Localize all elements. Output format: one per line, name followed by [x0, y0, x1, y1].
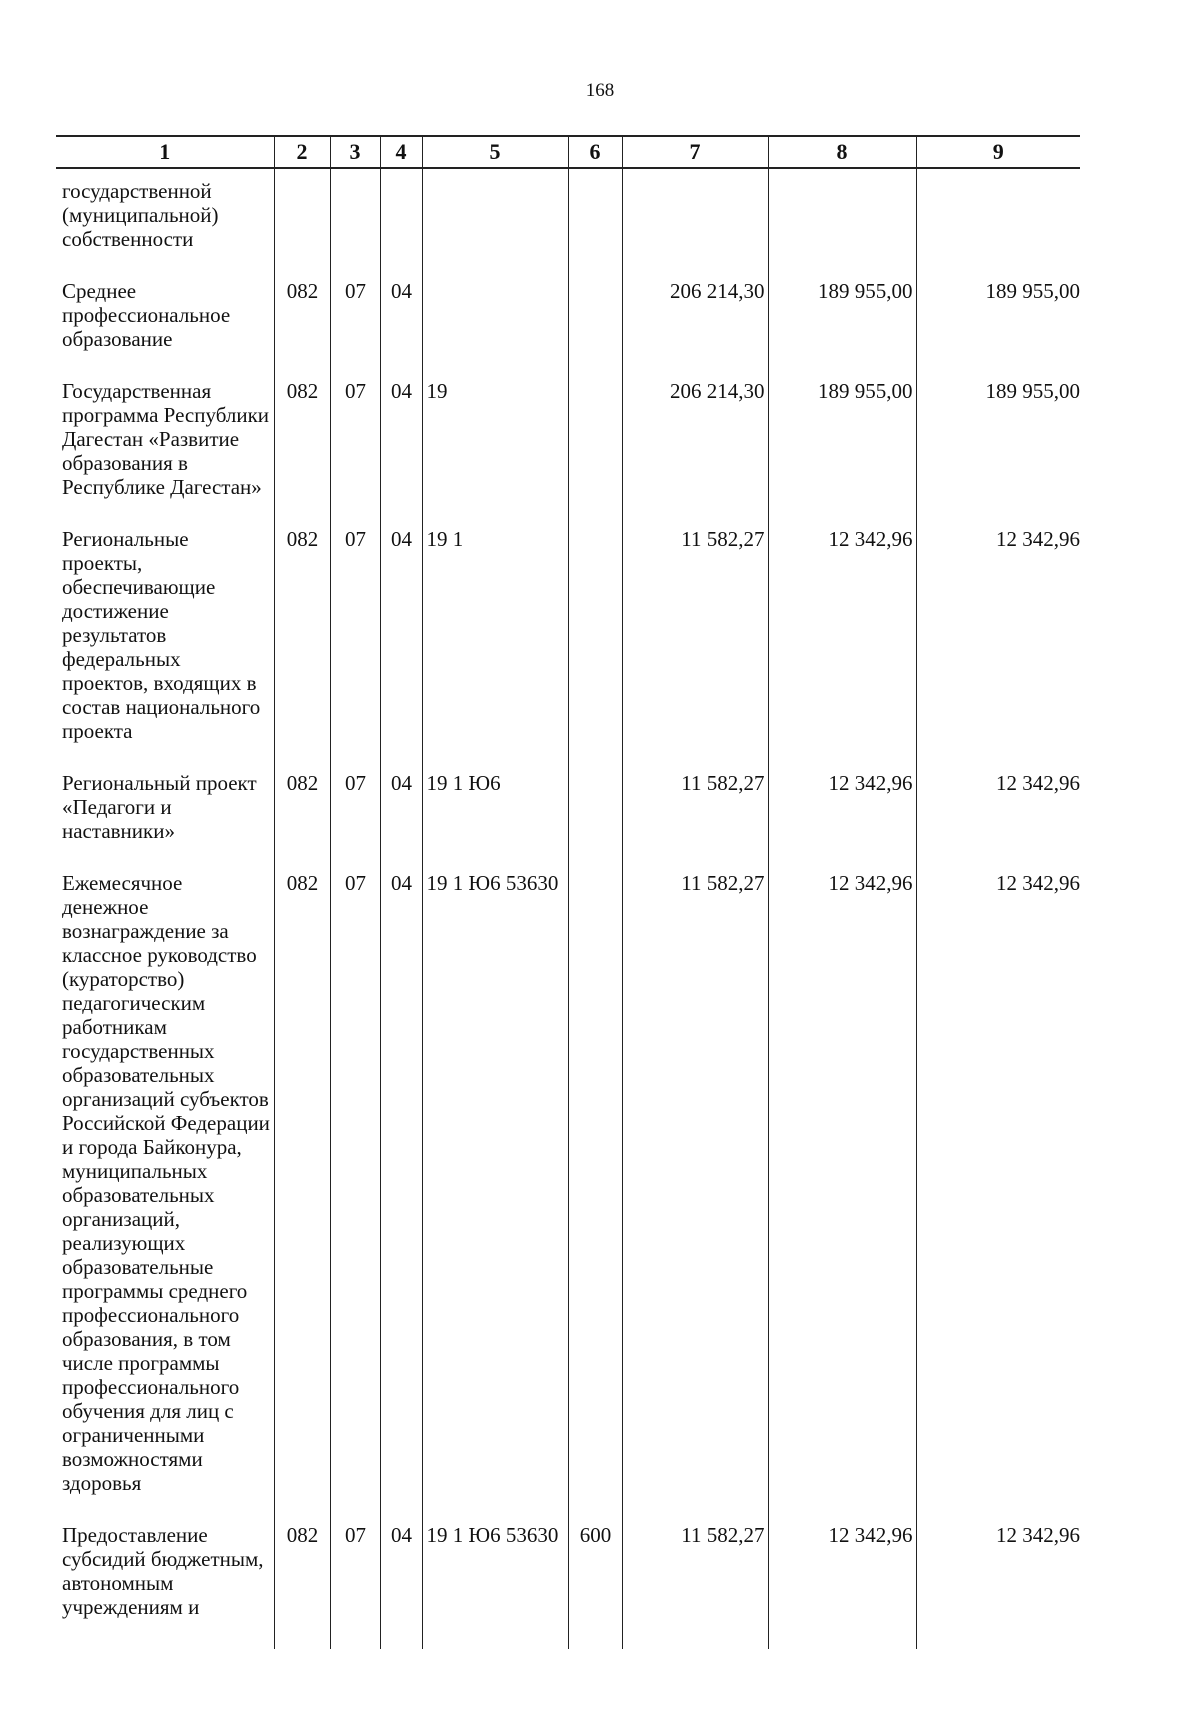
- table-row: [56, 1523, 1080, 1649]
- cell-col-3: 07: [330, 379, 380, 527]
- cell-col-3: 07: [330, 771, 380, 871]
- row-name: Государственная программа Республики Дагестан «Развитие образования в Республике Дагестан»: [62, 379, 270, 499]
- header-col-1: 1: [56, 136, 274, 168]
- cell-col-7: 206 214,30: [622, 379, 768, 527]
- cell-col-5: 19 1 Ю6 53630: [422, 871, 568, 1523]
- cell-col-7: 11 582,27: [622, 771, 768, 871]
- cell-col-8: 189 955,00: [768, 379, 916, 527]
- cell-col-5: [422, 168, 568, 279]
- page-number: 168: [585, 80, 615, 101]
- cell-col-6: [568, 527, 622, 771]
- cell-col-6: [568, 379, 622, 527]
- header-col-9: 9: [916, 136, 1080, 168]
- header-col-8: 8: [768, 136, 916, 168]
- cell-col-8: 12 342,96: [768, 771, 916, 871]
- cell-col-5: [422, 279, 568, 379]
- cell-col-6: [568, 168, 622, 279]
- cell-col-5: 19 1 Ю6: [422, 771, 568, 871]
- cell-col-3: [330, 168, 380, 279]
- cell-col-4: 04: [380, 527, 422, 771]
- cell-col-3: 07: [330, 527, 380, 771]
- cell-col-7: 11 582,27: [622, 1523, 768, 1649]
- header-col-2: 2: [274, 136, 330, 168]
- cell-col-8: 12 342,96: [768, 527, 916, 771]
- cell-col-3: 07: [330, 1523, 380, 1649]
- row-name: Ежемесячное денежное вознаграждение за классное руководство (кураторство) педагогическим работникам государственных образовательных организаций субъектов Российской Федерации и города Байконура, муниципальных образовательных организаций, реализующих образовательные программы среднего профессионального образования, в том числе программы профессионального обучения для лиц с ограниченными возможностями здоровья: [62, 871, 270, 1495]
- cell-col-5: 19: [422, 379, 568, 527]
- cell-col-6: [568, 771, 622, 871]
- cell-col-6: [568, 279, 622, 379]
- cell-col-7: 206 214,30: [622, 279, 768, 379]
- cell-col-9: 189 955,00: [916, 279, 1080, 379]
- cell-col-9: [916, 168, 1080, 279]
- row-name: Среднее профессиональное образование: [62, 279, 231, 351]
- cell-col-2: 082: [274, 379, 330, 527]
- cell-col-5: 19 1: [422, 527, 568, 771]
- cell-col-7: [622, 168, 768, 279]
- table-row: [56, 168, 1080, 279]
- cell-col-8: [768, 168, 916, 279]
- table-row: [56, 527, 1080, 771]
- cell-col-4: 04: [380, 279, 422, 379]
- cell-col-4: 04: [380, 379, 422, 527]
- table-row: [56, 871, 1080, 1523]
- cell-col-8: 12 342,96: [768, 1523, 916, 1649]
- cell-col-6: [568, 871, 622, 1523]
- header-col-3: 3: [330, 136, 380, 168]
- cell-col-9: 12 342,96: [916, 1523, 1080, 1649]
- cell-col-2: 082: [274, 771, 330, 871]
- cell-col-9: 189 955,00: [916, 379, 1080, 527]
- cell-col-9: 12 342,96: [916, 527, 1080, 771]
- header-col-5: 5: [422, 136, 568, 168]
- cell-col-4: [380, 168, 422, 279]
- row-name: Региональный проект «Педагоги и наставники»: [62, 771, 257, 843]
- cell-col-9: 12 342,96: [916, 771, 1080, 871]
- cell-col-3: 07: [330, 871, 380, 1523]
- cell-col-8: 189 955,00: [768, 279, 916, 379]
- cell-col-3: 07: [330, 279, 380, 379]
- budget-table: [56, 135, 1080, 1649]
- table-header: [56, 136, 1080, 168]
- row-name: Предоставление субсидий бюджетным, автономным учреждениям и: [62, 1523, 264, 1619]
- cell-col-4: 04: [380, 1523, 422, 1649]
- cell-col-8: 12 342,96: [768, 871, 916, 1523]
- cell-col-2: [274, 168, 330, 279]
- row-name: государственной (муниципальной) собственности: [62, 179, 219, 251]
- cell-col-6: 600: [568, 1523, 622, 1649]
- cell-col-2: 082: [274, 871, 330, 1523]
- table-row: [56, 771, 1080, 871]
- header-col-7: 7: [622, 136, 768, 168]
- cell-col-9: 12 342,96: [916, 871, 1080, 1523]
- cell-col-4: 04: [380, 771, 422, 871]
- table-row: [56, 379, 1080, 527]
- cell-col-5: 19 1 Ю6 53630: [422, 1523, 568, 1649]
- cell-col-4: 04: [380, 871, 422, 1523]
- cell-col-2: 082: [274, 279, 330, 379]
- cell-col-7: 11 582,27: [622, 527, 768, 771]
- cell-col-7: 11 582,27: [622, 871, 768, 1523]
- table-row: [56, 279, 1080, 379]
- cell-col-2: 082: [274, 1523, 330, 1649]
- cell-col-2: 082: [274, 527, 330, 771]
- header-col-6: 6: [568, 136, 622, 168]
- row-name: Региональные проекты, обеспечивающие достижение результатов федеральных проектов, входящих в состав национального проекта: [62, 527, 261, 743]
- header-col-4: 4: [380, 136, 422, 168]
